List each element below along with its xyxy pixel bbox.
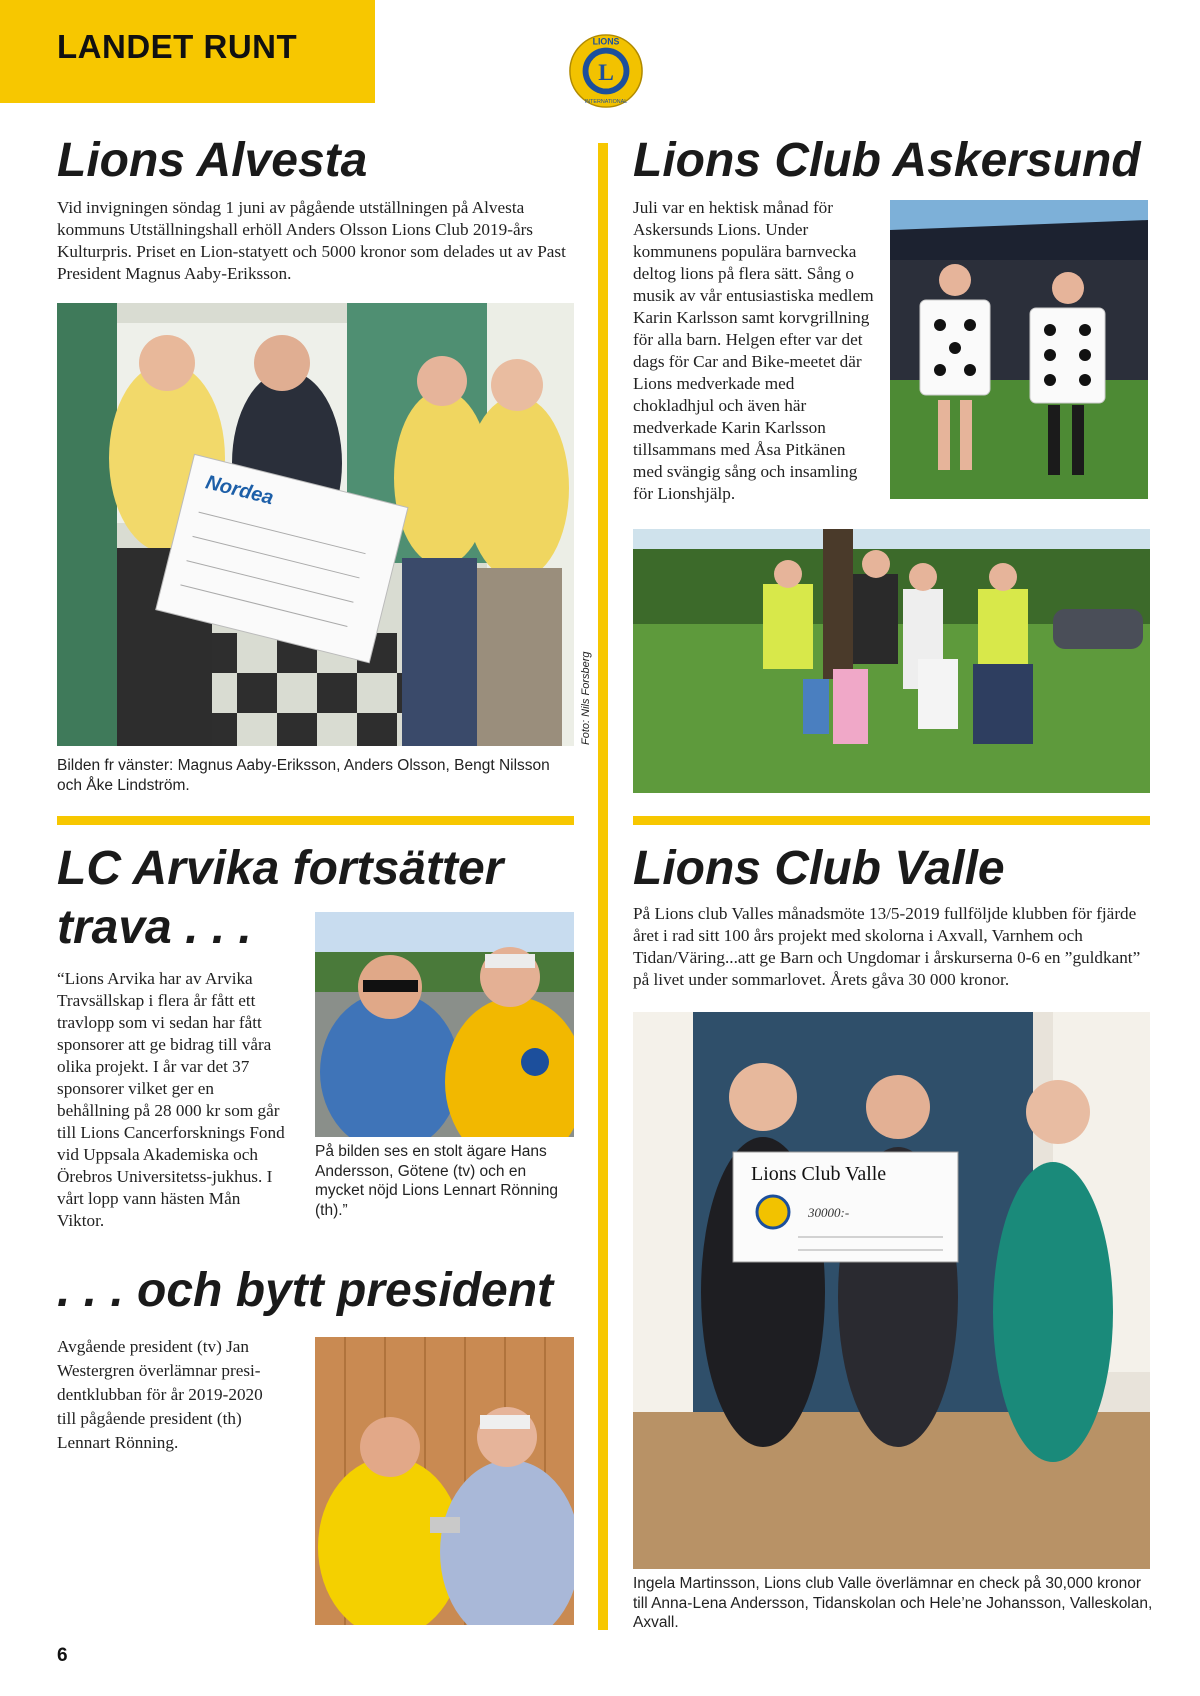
divider-right xyxy=(633,816,1150,825)
column-divider xyxy=(598,143,608,1630)
arvika-title-line2: trava . . . xyxy=(57,901,252,954)
valle-photo xyxy=(633,1012,1150,1569)
svg-text:30000:-: 30000:- xyxy=(808,1205,850,1220)
svg-text:L: L xyxy=(598,59,614,86)
arvika-president-body: Avgående president (tv) Jan Westergren överlämnar presi-dentklubban för år 2019-2020 till pågående president (th) Lennart Rönning. xyxy=(57,1337,263,1452)
arvika-photo-trav xyxy=(315,912,574,1137)
arvika-title-line1: LC Arvika fortsätter xyxy=(57,842,504,895)
valle-caption: Ingela Martinsson, Lions club Valle överlämnar en check på 30,000 kronor till Anna-Lena Andersson, Tidanskolan och Hele’ne Johansson, Valleskolan, Axvall. xyxy=(633,1575,1153,1631)
askersund-body: Juli var en hektisk månad för Askersunds Lions. Under kommunens populära barnvecka deltog lions på flera sätt. Sång o musik av vår entusiastiska medlem Karin Karlsson samt korvgrillning för alla barn. Helgen efter var det dags för Car and Bike-meetet där Lions medverkade med chokladhjul och även här medverkade Karin Karlsson tillsammans med Åsa Pitkänen med svängig sång och insamling för Lionshjälp. xyxy=(633,198,874,503)
alvesta-title: Lions Alvesta xyxy=(57,134,368,187)
alvesta-photo xyxy=(57,303,574,746)
valle-body: På Lions club Valles månadsmöte 13/5-2019 fullföljde klubben för fjärde året i rad sitt 100 års projekt med skolorna i Axvall, Varnhem och Tidan/Väring...att ge Barn och Ungdomar i årskurserna 0-6 en ”guldkant” på livet under sommarlovet. Årets gåva 30 000 kronor. xyxy=(633,904,1141,989)
svg-text:Nordea: Nordea xyxy=(203,471,276,510)
alvesta-caption: Bilden fr vänster: Magnus Aaby-Eriksson, Anders Olsson, Bengt Nilsson och Åke Lindström. xyxy=(57,757,550,794)
svg-text:LIONS: LIONS xyxy=(592,36,620,47)
askersund-title: Lions Club Askersund xyxy=(633,134,1141,187)
alvesta-body: Vid invigningen söndag 1 juni av pågående utställningen på Alvesta kommuns Utställningshall erhöll Anders Olsson Lions Club 2019-års Kulturpris. Priset en Lion-statyett och 5000 kronor som delades ut av Past President Magnus Aaby-Eriksson. xyxy=(57,198,566,283)
divider-left xyxy=(57,816,574,825)
askersund-photo-group xyxy=(633,529,1150,793)
lions-logo xyxy=(567,32,645,110)
arvika-president-title: . . . och bytt president xyxy=(57,1264,554,1317)
svg-text:INTERNATIONAL: INTERNATIONAL xyxy=(584,99,628,106)
alvesta-photo-credit: Foto: Nils Forsberg xyxy=(580,651,592,745)
page-number: 6 xyxy=(57,1645,68,1666)
svg-text:Lions Club Valle: Lions Club Valle xyxy=(751,1163,887,1185)
askersund-photo-dice xyxy=(890,200,1148,499)
valle-title: Lions Club Valle xyxy=(633,842,1005,895)
arvika-body: “Lions Arvika har av Arvika Travsällskap i flera år fått ett travlopp som vi sedan har fått sponsorer att ge bidrag till våra olika projekt. I år var det 37 sponsorer vilket ger en behållning på 28 000 kr som går till Lions Cancerforsknings Fond vid Uppsala Akademiska och Örebros Universitetss-jukhus. I vårt lopp vann hästen Mån Viktor. xyxy=(57,969,285,1230)
section-title: LANDET RUNT xyxy=(57,28,298,65)
arvika-caption: På bilden ses en stolt ägare Hans Andersson, Götene (tv) och en mycket nöjd Lions Lennart Rönning (th).” xyxy=(315,1143,558,1219)
arvika-photo-president xyxy=(315,1337,574,1625)
